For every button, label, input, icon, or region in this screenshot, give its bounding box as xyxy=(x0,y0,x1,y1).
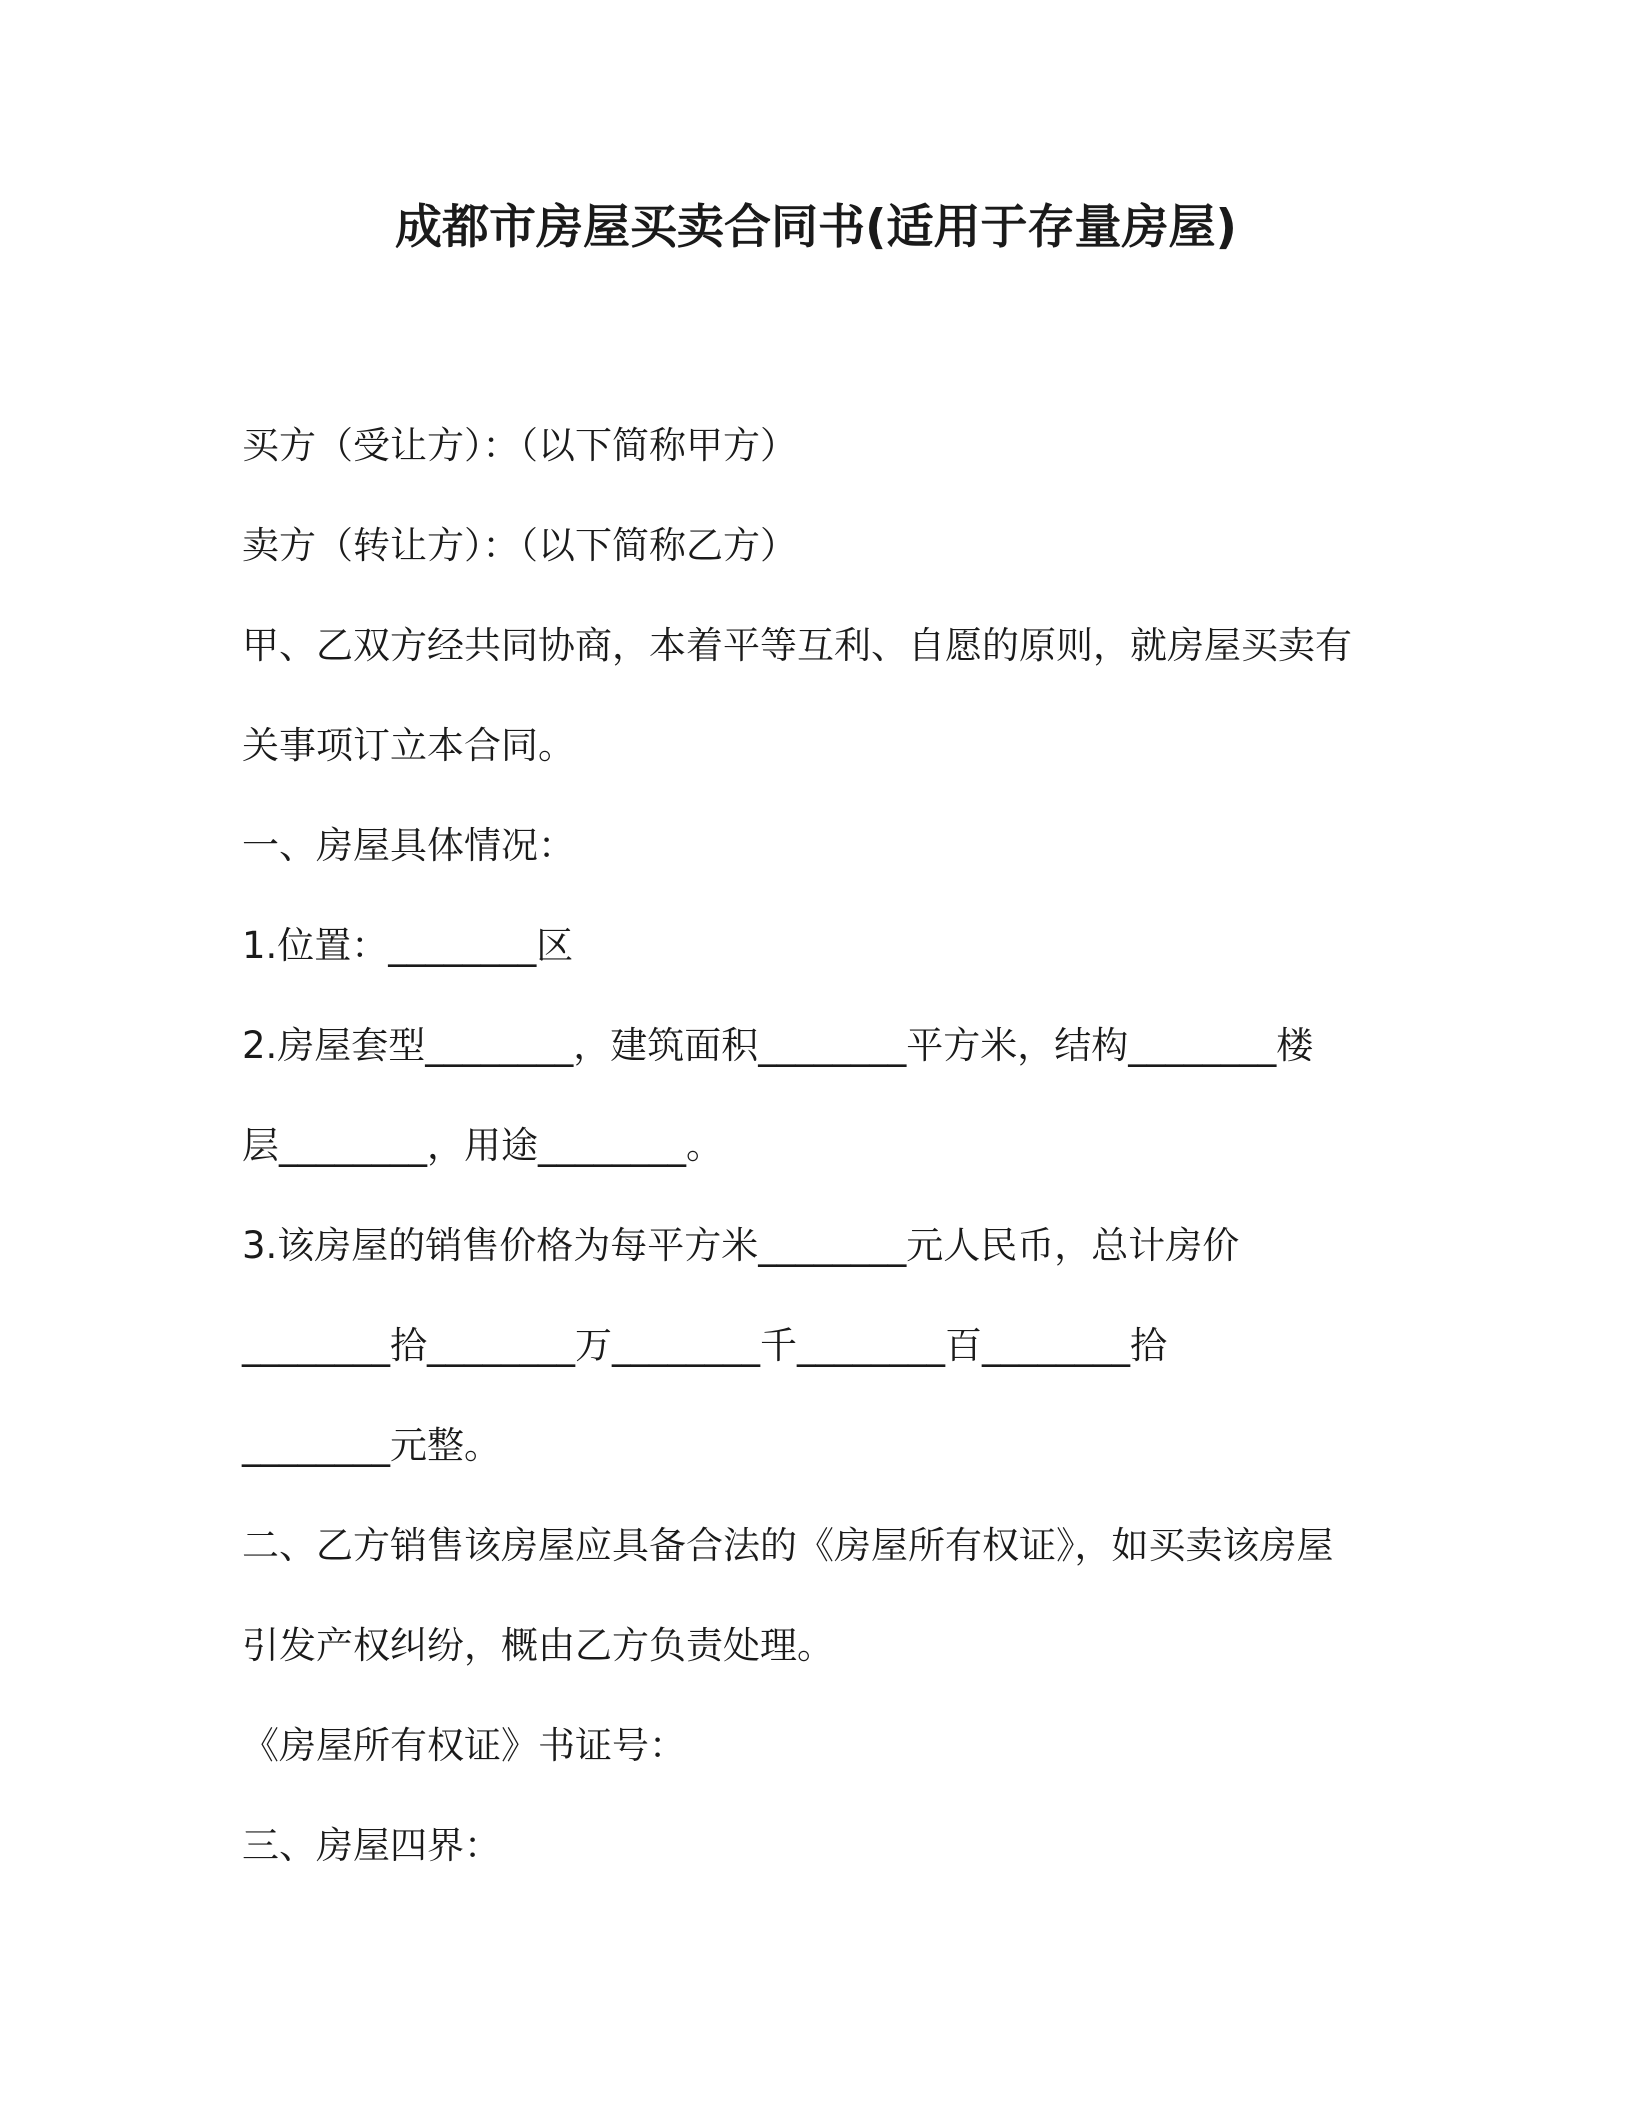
section-2-line-2: 引发产权纠纷，概由乙方负责处理。 xyxy=(242,1624,834,1667)
document-title: 成都市房屋买卖合同书(适用于存量房屋) xyxy=(395,200,1237,255)
section-1-heading: 一、房屋具体情况： xyxy=(242,824,575,867)
section-3-heading: 三、房屋四界： xyxy=(242,1824,501,1867)
item-type-line-2: 层________，用途________。 xyxy=(242,1124,723,1167)
seller-line: 卖方（转让方）：（以下简称乙方） xyxy=(242,524,797,567)
item-location: 1.位置：________区 xyxy=(242,924,574,967)
preamble-line-1: 甲、乙双方经共同协商，本着平等互利、自愿的原则，就房屋买卖有 xyxy=(242,624,1352,667)
certificate-number: 《房屋所有权证》书证号： xyxy=(242,1724,686,1767)
item-price-line-2: ________拾________万________千________百________拾 xyxy=(242,1324,1167,1367)
buyer-line: 买方（受让方）：（以下简称甲方） xyxy=(242,424,797,467)
item-price-line-3: ________元整。 xyxy=(242,1424,501,1467)
section-2-line-1: 二、乙方销售该房屋应具备合法的《房屋所有权证》，如买卖该房屋 xyxy=(242,1524,1334,1567)
item-type-line-1: 2.房屋套型________，建筑面积________平方米，结构________楼 xyxy=(242,1024,1314,1067)
preamble-line-2: 关事项订立本合同。 xyxy=(242,724,575,767)
item-price-line-1: 3.该房屋的销售价格为每平方米________元人民币，总计房价 xyxy=(242,1224,1240,1267)
